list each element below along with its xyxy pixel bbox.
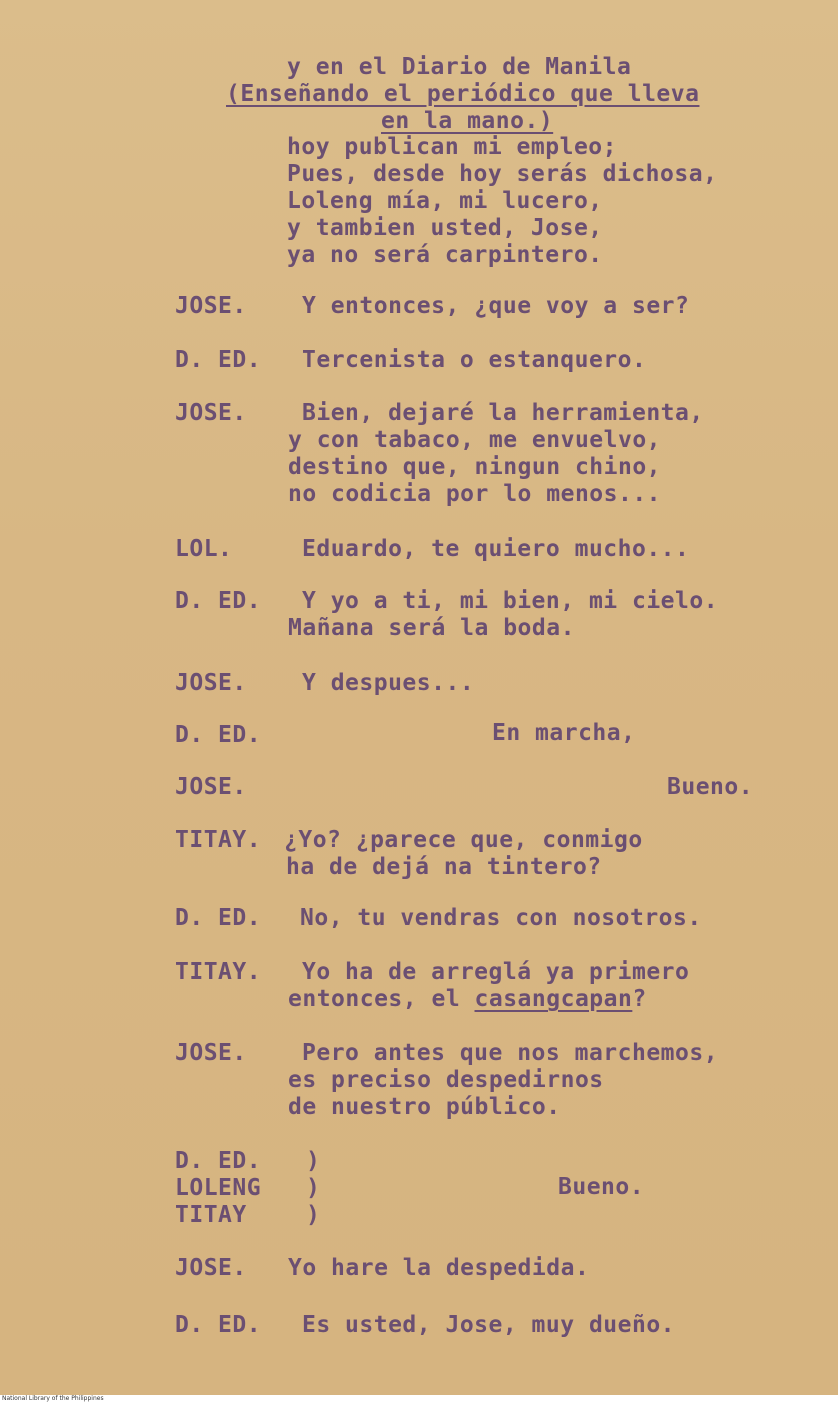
dialogue-line: Bueno. xyxy=(667,774,754,800)
dialogue-block xyxy=(288,1040,718,1121)
verse-line: y tambien usted, Jose, xyxy=(287,215,603,241)
speaker-name: D. ED. xyxy=(175,722,262,748)
dialogue-text: entonces, el xyxy=(288,986,475,1012)
speaker-name: LOL. xyxy=(175,536,233,562)
speaker-name: JOSE. xyxy=(175,1255,247,1281)
dialogue-block xyxy=(284,827,643,881)
dialogue-line: Y yo a ti, mi bien, mi cielo. xyxy=(302,588,719,614)
speaker-name: TITAY. xyxy=(175,959,262,985)
dialogue-block xyxy=(288,588,718,642)
dialogue-line: Mañana será la boda. xyxy=(288,615,575,641)
dialogue-line: Tercenista o estanquero. xyxy=(302,347,647,373)
dialogue-line: y con tabaco, me envuelvo, xyxy=(288,427,662,453)
stage-direction-2: en la mano.) xyxy=(381,108,554,134)
dialogue-line: Pero antes que nos marchemos, xyxy=(302,1040,719,1066)
stage-direction-1: (Enseñando el periódico que lleva xyxy=(226,81,700,107)
dialogue-text: ? xyxy=(632,986,647,1012)
speaker-name: JOSE. xyxy=(175,293,247,319)
speaker-name: TITAY. xyxy=(175,827,262,853)
speaker-group-bracket xyxy=(306,1148,320,1229)
dialogue-line: es preciso despedirnos xyxy=(288,1067,604,1093)
dialogue-line: Yo hare la despedida. xyxy=(288,1255,590,1281)
dialogue-line: Y despues... xyxy=(302,670,475,696)
bracket-mark: ) xyxy=(306,1175,321,1201)
speaker-name: D. ED. xyxy=(175,1148,262,1174)
bracket-mark: ) xyxy=(306,1148,321,1174)
bracket-mark: ) xyxy=(306,1202,321,1228)
dialogue-line: ha de dejá na tintero? xyxy=(286,854,602,880)
speaker-name: D. ED. xyxy=(175,588,262,614)
verse-line: hoy publican mi empleo; xyxy=(287,134,617,160)
speaker-name: JOSE. xyxy=(175,1040,247,1066)
dialogue-line: Bien, dejaré la herramienta, xyxy=(302,400,704,426)
speaker-name: D. ED. xyxy=(175,347,262,373)
header-line-1: y en el Diario de Manila xyxy=(287,54,632,80)
dialogue-line: Eduardo, te quiero mucho... xyxy=(302,536,690,562)
dialogue-line: ¿Yo? ¿parece que, conmigo xyxy=(284,827,643,853)
speaker-name: D. ED. xyxy=(175,905,262,931)
verse-line: Loleng mía, mi lucero, xyxy=(287,188,603,214)
dialogue-line xyxy=(288,986,689,1013)
speaker-name: D. ED. xyxy=(175,1312,262,1338)
speaker-name: TITAY xyxy=(175,1202,247,1228)
dialogue-line: En marcha, xyxy=(492,720,636,746)
speaker-name: JOSE. xyxy=(175,670,247,696)
dialogue-block xyxy=(288,400,704,508)
intro-verse xyxy=(287,134,717,269)
dialogue-line: no codicia por lo menos... xyxy=(288,481,662,507)
dialogue-line: No, tu vendras con nosotros. xyxy=(300,905,702,931)
speaker-name: JOSE. xyxy=(175,400,247,426)
verse-line: ya no será carpintero. xyxy=(287,242,603,268)
dialogue-line: Yo ha de arreglá ya primero xyxy=(302,959,690,985)
dialogue-line: destino que, ningun chino, xyxy=(288,454,662,480)
speaker-name: JOSE. xyxy=(175,774,247,800)
underlined-word: casangcapan xyxy=(474,986,633,1012)
speaker-name: LOLENG xyxy=(175,1175,262,1201)
verse-line: Pues, desde hoy serás dichosa, xyxy=(287,161,718,187)
dialogue-line: Y entonces, ¿que voy a ser? xyxy=(302,293,690,319)
library-footer: National Library of the Philippines xyxy=(0,1395,838,1403)
speaker-group xyxy=(175,1148,261,1229)
dialogue-block xyxy=(288,959,689,1013)
dialogue-line: Es usted, Jose, muy dueño. xyxy=(302,1312,676,1338)
dialogue-line: Bueno. xyxy=(558,1174,645,1200)
dialogue-line: de nuestro público. xyxy=(288,1094,561,1120)
